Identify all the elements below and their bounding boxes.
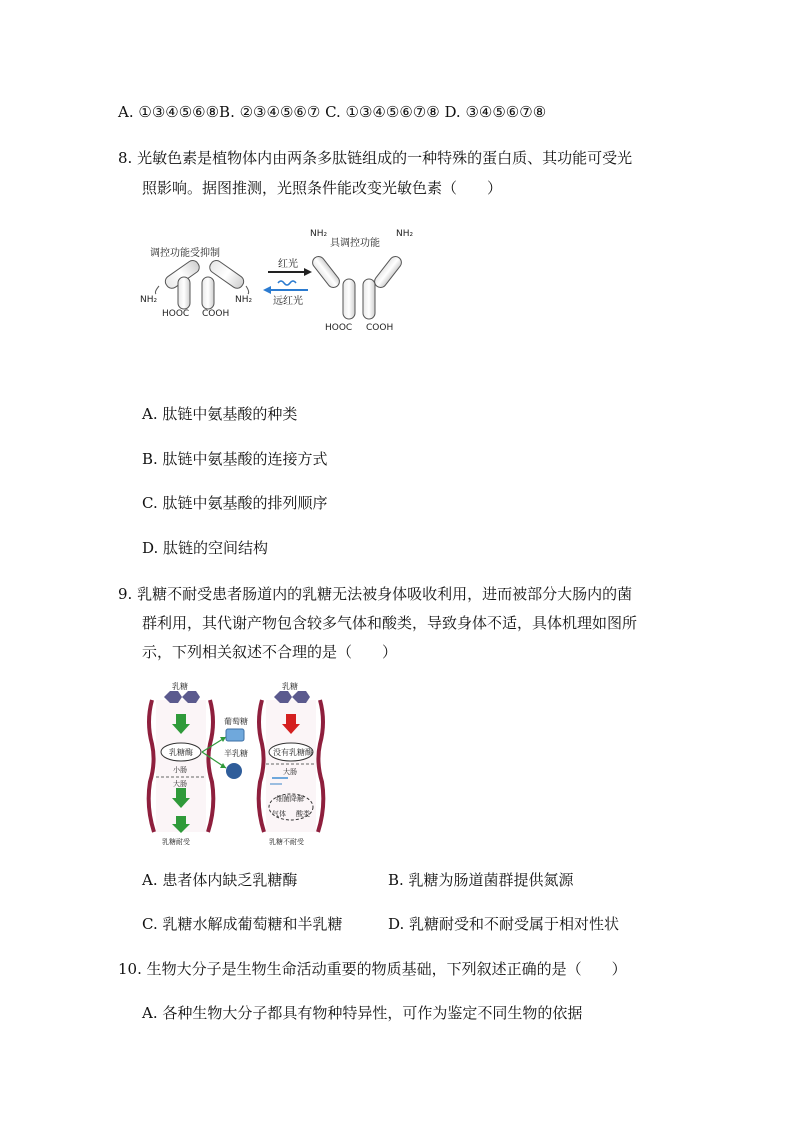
right-cooh: COOH [366,323,394,333]
q7-options: A. ①③④⑤⑥⑧B. ②③④⑤⑥⑦ C. ①③④⑤⑥⑦⑧ D. ③④⑤⑥⑦⑧ [118,103,547,121]
left-cooh: COOH [202,309,230,319]
large-intestine-label-right: 大肠 [283,768,297,776]
no-lactase-label: 没有乳糖酶 [273,748,313,757]
q8-stem-line2: 照影响。据图推测，光照条件能改变光敏色素（ ） [142,179,503,197]
q9-stem-line3: 示，下列相关叙述不合理的是（ ） [142,643,398,661]
q8-stem-line1: 8. 光敏色素是植物体内由两条多肽链组成的一种特殊的蛋白质、其功能可受光 [118,149,633,167]
intolerant-label: 乳糖不耐受 [269,838,304,846]
left-hooc: HOOC [162,309,190,319]
q8-option-c: C. 肽链中氨基酸的排列顺序 [142,494,328,512]
photochrome-figure [138,222,414,337]
q10-option-a: A. 各种生物大分子都具有物种特异性，可作为鉴定不同生物的依据 [142,1004,583,1022]
right-hooc: HOOC [325,323,353,333]
q9-option-d: D. 乳糖耐受和不耐受属于相对性状 [388,915,620,933]
large-intestine-label-left: 大肠 [173,780,187,788]
tolerant-intestine [149,691,214,833]
glucose-box [226,729,244,741]
right-nh2-a: NH₂ [310,229,328,239]
q8-option-a: A. 肽链中氨基酸的种类 [142,405,298,423]
label-inhibited: 调控功能受抑制 [150,248,220,259]
q9-stem-line2: 群利用，其代谢产物包含较多气体和酸类，导致身体不适，具体机理如图所 [142,614,638,632]
gas-label: 气体 [272,810,286,818]
left-nh2-a: NH₂ [140,295,158,305]
q9-option-b: B. 乳糖为肠道菌群提供氮源 [388,871,574,889]
tolerant-label: 乳糖耐受 [162,838,190,846]
lactose-figure [142,682,330,847]
q9-option-a: A. 患者体内缺乏乳糖酶 [142,871,298,889]
intolerant-lactose-label: 乳糖 [282,682,298,691]
galactose-ball [226,763,242,779]
intolerant-intestine [259,691,324,832]
q9-stem-line1: 9. 乳糖不耐受患者肠道内的乳糖无法被身体吸收利用，进而被部分大肠内的菌 [118,585,633,603]
tolerant-lactose-label: 乳糖 [172,682,188,691]
lactase-label: 乳糖酶 [169,748,193,757]
q8-option-d: D. 肽链的空间结构 [142,539,269,557]
small-intestine-label-left: 小肠 [173,766,187,774]
left-nh2-b: NH₂ [235,295,253,305]
q10-stem: 10. 生物大分子是生物生命活动重要的物质基础，下列叙述正确的是（ ） [118,960,627,978]
acids-label: 酸类 [296,810,310,818]
right-nh2-b: NH₂ [396,229,414,239]
far-red-light-label: 远红光 [273,296,303,307]
galactose-label: 半乳糖 [224,749,248,758]
red-light-label: 红光 [278,259,298,270]
q9-option-c: C. 乳糖水解成葡萄糖和半乳糖 [142,915,343,933]
label-active: 具调控功能 [330,238,380,249]
q8-option-b: B. 肽链中氨基酸的连接方式 [142,450,328,468]
bacterial-decomp-label: 细菌降解 [276,795,304,803]
glucose-label: 葡萄糖 [224,717,248,726]
active-protein [310,254,404,319]
